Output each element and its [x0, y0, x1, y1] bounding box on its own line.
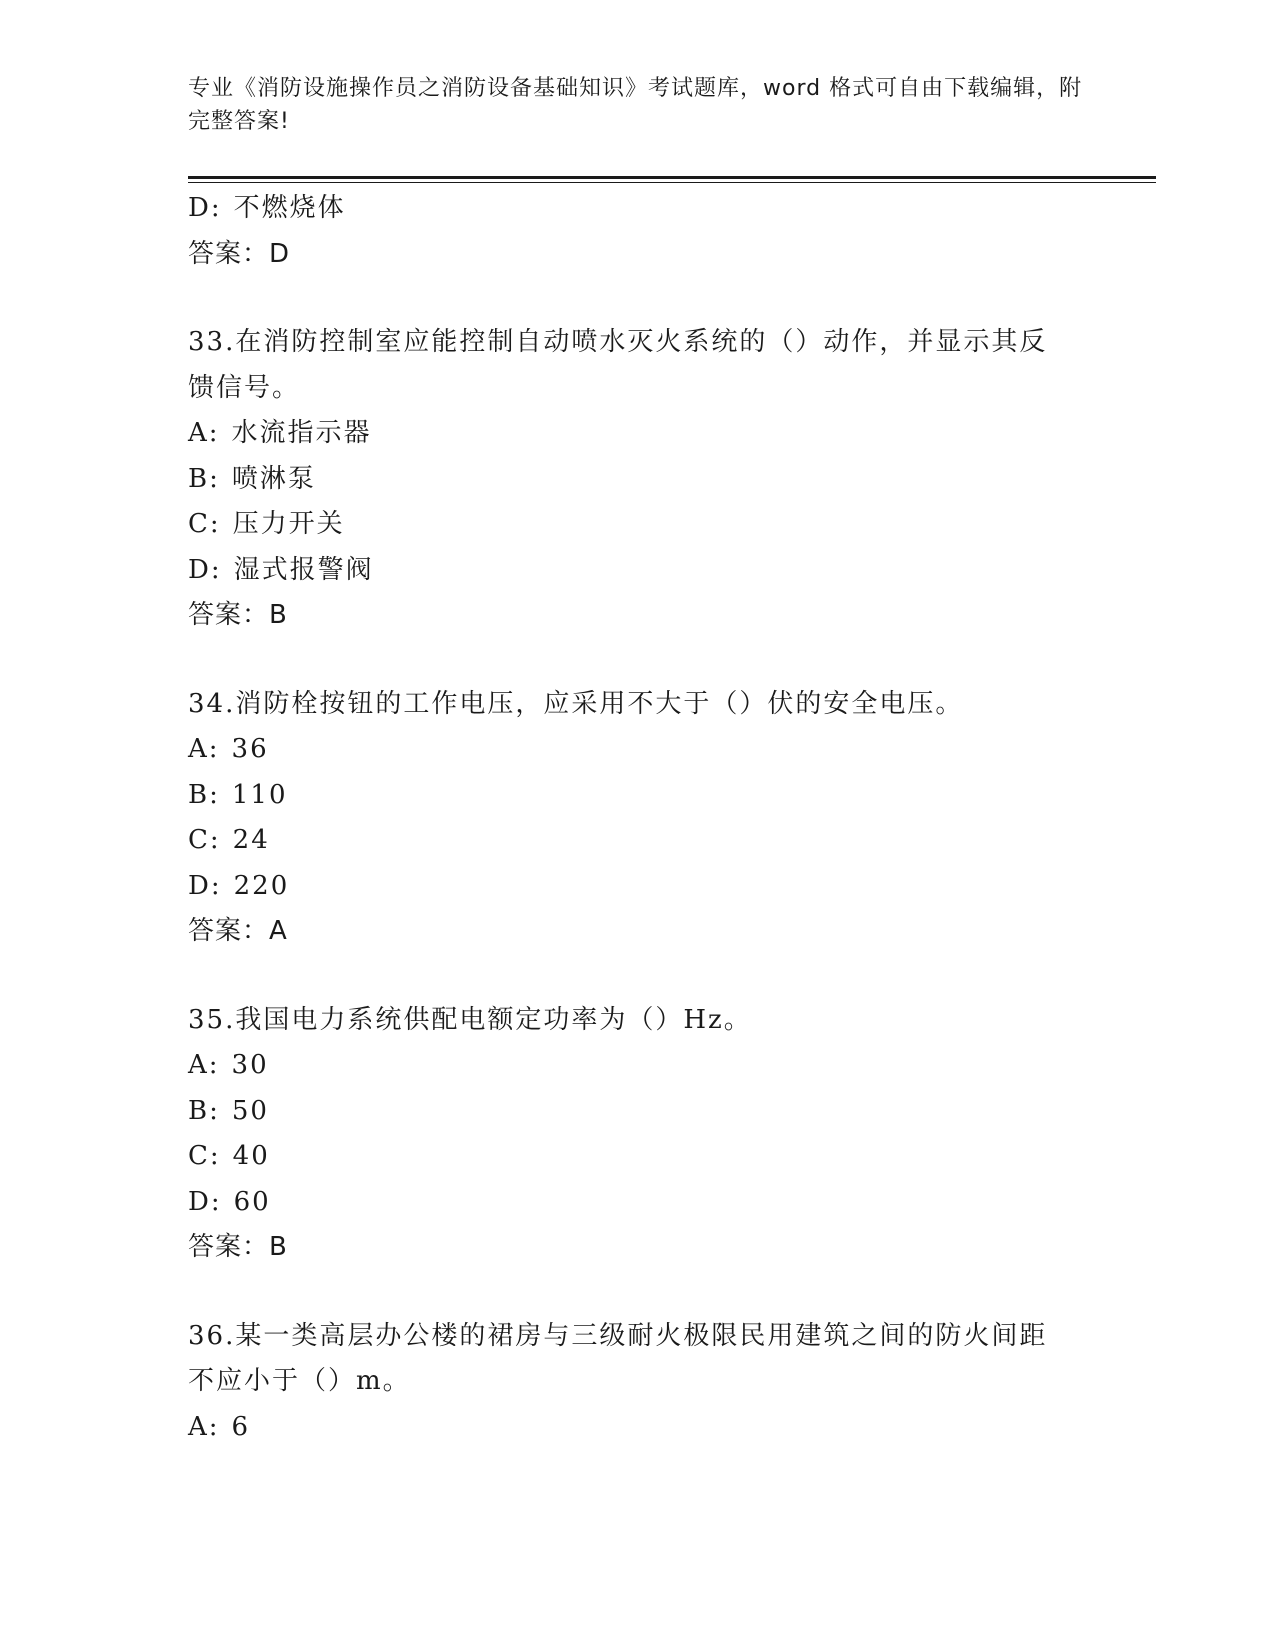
option-a: [188, 1405, 1088, 1451]
option-label: D:: [188, 554, 222, 585]
option-text: 36: [231, 734, 269, 764]
option-a: [188, 411, 1088, 457]
option-b: [188, 1089, 1088, 1135]
option-text: 24: [232, 825, 270, 855]
option-b: [188, 457, 1088, 503]
option-label: B:: [188, 1095, 220, 1126]
question-stem: 35.我国电力系统供配电额定功率为（）Hz。: [188, 1004, 752, 1035]
question-stem: 33.在消防控制室应能控制自动喷水灭火系统的（）动作，并显示其反馈信号。: [188, 327, 1048, 403]
option-label: A:: [188, 1411, 220, 1442]
option-text: 110: [231, 779, 288, 810]
option-label: D:: [188, 193, 222, 223]
option-text: 压力开关: [232, 509, 345, 539]
header-divider-thick: [188, 176, 1156, 179]
option-text: 不燃烧体: [233, 193, 346, 223]
question-stem: 34.消防栓按钮的工作电压，应采用不大于（）伏的安全电压。: [188, 688, 964, 719]
option-label: D:: [188, 870, 222, 901]
option-text: 水流指示器: [231, 418, 372, 448]
option-b: [188, 773, 1088, 819]
option-c: [188, 502, 1088, 548]
option-text: 220: [233, 870, 290, 901]
option-text: 40: [232, 1141, 270, 1171]
option-label: A:: [188, 1050, 220, 1080]
document-body: [188, 186, 1088, 1450]
answer-line: 答案：A: [188, 916, 288, 946]
option-label: C:: [188, 509, 221, 539]
answer-line: 答案：D: [188, 238, 291, 269]
option-label: B:: [188, 779, 220, 810]
option-label: D:: [188, 1186, 222, 1217]
option-text: 50: [231, 1095, 269, 1126]
option-d: [188, 864, 1088, 910]
question-stem: 36.某一类高层办公楼的裙房与三级耐火极限民用建筑之间的防火间距不应小于（）m。: [188, 1320, 1048, 1396]
option-text: 喷淋泵: [231, 463, 316, 494]
option-text: 60: [233, 1186, 271, 1217]
answer-line: 答案：B: [188, 600, 288, 630]
header-divider-thin: [188, 182, 1156, 183]
option-c: [188, 1134, 1088, 1180]
option-label: B:: [188, 463, 220, 494]
option-text: 6: [231, 1411, 251, 1442]
option-d: [188, 548, 1088, 594]
option-c: [188, 818, 1088, 864]
document-header: 专业《消防设施操作员之消防设备基础知识》考试题库，word 格式可自由下载编辑，附完整答案!: [188, 76, 1083, 134]
option-d: [188, 1180, 1088, 1226]
option-label: A:: [188, 734, 220, 764]
option-label: C:: [188, 825, 221, 855]
option-label: C:: [188, 1141, 221, 1171]
option-text: 30: [231, 1050, 269, 1080]
option-a: [188, 1043, 1088, 1089]
option-d: [188, 186, 1088, 232]
option-text: 湿式报警阀: [233, 554, 374, 585]
option-label: A:: [188, 418, 220, 448]
answer-line: 答案：B: [188, 1232, 288, 1262]
option-a: [188, 727, 1088, 773]
